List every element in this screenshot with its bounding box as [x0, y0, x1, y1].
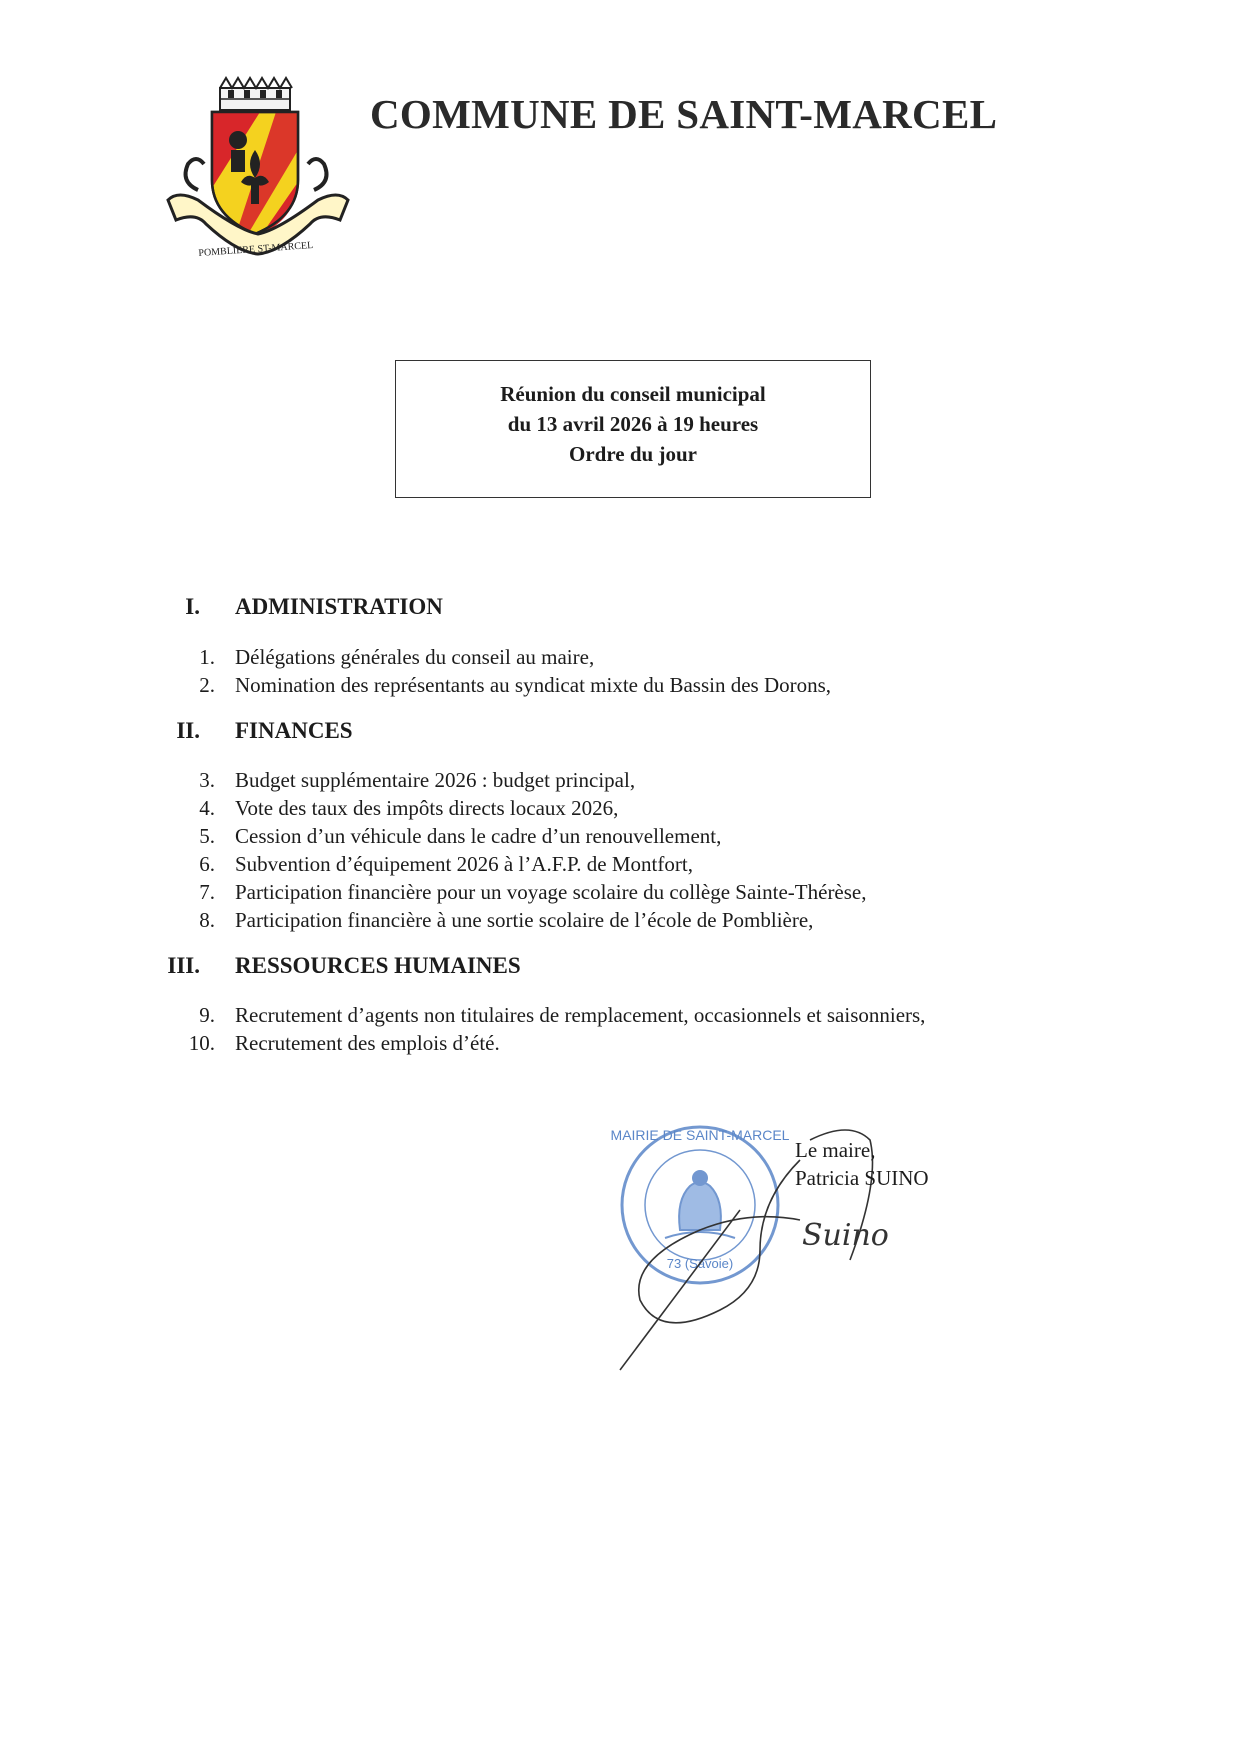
section-title: FINANCES	[235, 718, 353, 743]
item-label: Subvention d’équipement 2026 à l’A.F.P. de Montfort,	[235, 852, 693, 876]
item-label: Recrutement des emplois d’été.	[235, 1031, 500, 1055]
section-number: I.	[185, 594, 200, 619]
item-number: 7.	[199, 880, 215, 904]
item-number: 6.	[199, 852, 215, 876]
item-number: 9.	[199, 1003, 215, 1027]
item-number: 2.	[199, 673, 215, 697]
signature-name: Patricia SUINO	[795, 1166, 929, 1190]
item-label: Participation financière à une sortie scolaire de l’école de Pomblière,	[235, 908, 814, 932]
item-label: Délégations générales du conseil au maire,	[235, 645, 595, 669]
item-label: Nomination des représentants au syndicat mixte du Bassin des Dorons,	[235, 673, 832, 697]
item-label: Vote des taux des impôts directs locaux 2026,	[235, 796, 619, 820]
item-label: Budget supplémentaire 2026 : budget principal,	[235, 768, 636, 792]
item-number: 8.	[199, 908, 215, 932]
section-number: II.	[176, 718, 200, 743]
item-label: Cession d’un véhicule dans le cadre d’un renouvellement,	[235, 824, 722, 848]
meeting-title: Réunion du conseil municipal	[500, 382, 766, 406]
meeting-header-box	[395, 360, 871, 498]
stamp-label: MAIRIE DE SAINT-MARCEL	[610, 1127, 790, 1143]
meeting-agenda-label: Ordre du jour	[569, 442, 697, 466]
item-number: 10.	[188, 1031, 215, 1055]
item-number: 3.	[199, 768, 215, 792]
handwritten-signature: Suino	[802, 1218, 889, 1253]
item-number: 4.	[199, 796, 215, 820]
item-label: Recrutement d’agents non titulaires de remplacement, occasionnels et saisonniers,	[235, 1003, 926, 1027]
section-title: RESSOURCES HUMAINES	[235, 953, 521, 978]
item-number: 5.	[199, 824, 215, 848]
section-title: ADMINISTRATION	[235, 594, 443, 619]
stamp-sublabel: 73 (Savoie)	[666, 1256, 734, 1271]
meeting-date: du 13 avril 2026 à 19 heures	[507, 412, 759, 436]
item-number: 1.	[199, 645, 215, 669]
shield-icon	[212, 112, 298, 234]
crown-icon	[220, 78, 292, 110]
crest-motto-text: POMBLIERE ST-MARCEL	[198, 240, 314, 260]
signature-role: Le maire,	[795, 1138, 876, 1162]
section-number: III.	[167, 953, 200, 978]
commune-crest-logo	[158, 70, 354, 270]
item-label: Participation financière pour un voyage scolaire du collège Sainte-Thérèse,	[235, 880, 867, 904]
commune-title: COMMUNE DE SAINT-MARCEL	[370, 91, 998, 137]
